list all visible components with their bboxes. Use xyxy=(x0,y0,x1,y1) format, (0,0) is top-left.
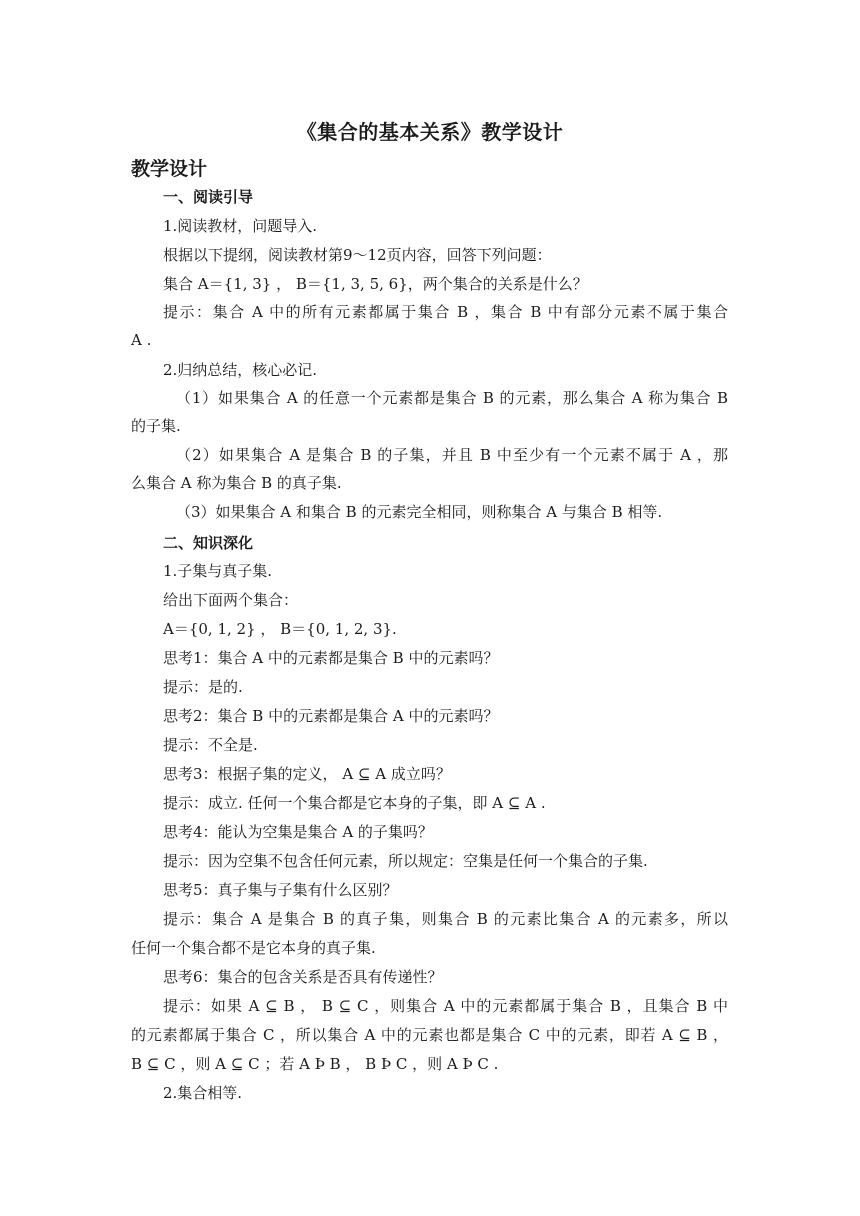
paragraph-line: 给出下面两个集合： xyxy=(163,591,299,609)
paragraph-line: 1.阅读教材，问题导入. xyxy=(163,217,318,235)
paragraph-line: A＝{0, 1, 2} ， B＝{0, 1, 2, 3}. xyxy=(163,620,397,638)
paragraph-line: 思考3：根据子集的定义， A ⊆ A 成立吗？ xyxy=(163,765,451,783)
paragraph-line: （1）如果集合 A 的任意一个元素都是集合 B 的元素，那么集合 A 称为集合 B xyxy=(176,389,728,407)
paragraph-line: 1.子集与真子集. xyxy=(163,562,273,580)
paragraph-line: 根据以下提纲，阅读教材第9～12页内容，回答下列问题： xyxy=(163,246,552,264)
paragraph-line: 么集合 A 称为集合 B 的真子集. xyxy=(131,474,342,492)
paragraph-line: 思考5：真子集与子集有什么区别？ xyxy=(163,881,398,899)
paragraph-line: 任何一个集合都不是它本身的真子集. xyxy=(131,939,376,957)
paragraph-line: 提示：如果 A ⊆ B ， B ⊆ C ，则集合 A 中的元素都属于集合 B ，且集合 B 中 xyxy=(163,997,728,1015)
paragraph-line: 思考6：集合的包含关系是否具有传递性？ xyxy=(163,968,443,986)
section-heading-teaching-design: 教学设计 xyxy=(131,158,208,180)
paragraph-line: 的子集. xyxy=(131,417,181,435)
paragraph-line: 2.集合相等. xyxy=(163,1084,243,1102)
paragraph-line: 思考4：能认为空集是集合 A 的子集吗？ xyxy=(163,823,433,841)
paragraph-line: 提示：是的. xyxy=(163,678,243,696)
heading-knowledge-deepening: 二、知识深化 xyxy=(163,534,254,552)
paragraph-line: 集合 A＝{1, 3} ， B＝{1, 3, 5, 6}，两个集合的关系是什么？ xyxy=(163,275,588,293)
paragraph-line: 思考1：集合 A 中的元素都是集合 B 中的元素吗？ xyxy=(163,649,499,667)
paragraph-line: B ⊆ C ，则 A ⊆ C ；若 A Þ B ， B Þ C ，则 A Þ C . xyxy=(131,1055,499,1073)
heading-reading-guide: 一、阅读引导 xyxy=(163,188,254,206)
paragraph-line: 提示：集合 A 是集合 B 的真子集，则集合 B 的元素比集合 A 的元素多，所以 xyxy=(163,910,728,928)
paragraph-line: A . xyxy=(131,331,152,349)
paragraph-line: （3）如果集合 A 和集合 B 的元素完全相同，则称集合 A 与集合 B 相等. xyxy=(176,503,663,521)
document-title: 《集合的基本关系》教学设计 xyxy=(296,120,564,144)
paragraph-line: 2.归纳总结，核心必记. xyxy=(163,361,318,379)
paragraph-line: 提示：成立. 任何一个集合都是它本身的子集，即 A ⊆ A . xyxy=(163,794,546,812)
paragraph-line: 的元素都属于集合 C ，所以集合 A 中的元素也都是集合 C 中的元素，即若 A ⊆ B ， xyxy=(131,1026,728,1044)
paragraph-line: 思考2：集合 B 中的元素都是集合 A 中的元素吗？ xyxy=(163,707,499,725)
paragraph-line: 提示：不全是. xyxy=(163,736,258,754)
paragraph-line: （2）如果集合 A 是集合 B 的子集，并且 B 中至少有一个元素不属于 A ，那 xyxy=(176,446,728,464)
paragraph-line: 提示：因为空集不包含任何元素，所以规定：空集是任何一个集合的子集. xyxy=(163,852,648,870)
paragraph-line: 提示：集合 A 中的所有元素都属于集合 B ，集合 B 中有部分元素不属于集合 xyxy=(163,303,728,321)
